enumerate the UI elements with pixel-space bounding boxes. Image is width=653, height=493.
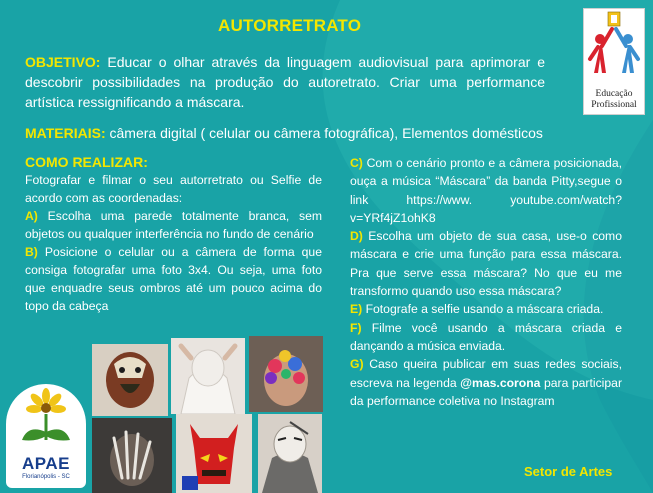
objective-section	[25, 52, 545, 112]
materials-label: MATERIAIS:	[25, 125, 106, 141]
step-letter: C)	[350, 156, 363, 170]
step-text: Escolha um objeto de sua casa, use-o como máscara e crie uma função para essa máscara. Pra que serve essa máscara? No que eu me transformo quando uso essa máscara?	[350, 229, 622, 299]
logo-caption-line2: Profissional	[591, 100, 637, 110]
photo-red-devil-mask	[176, 414, 252, 493]
photo-paper-mask	[258, 414, 322, 493]
logo-caption	[584, 89, 644, 111]
how-intro: Fotografar e filmar o seu autorretrato ou Selfie de acordo com as coordenadas:	[25, 173, 322, 205]
step-b	[25, 243, 322, 315]
step-letter: F)	[350, 320, 362, 335]
educacao-profissional-logo	[583, 8, 645, 115]
step-c	[350, 154, 622, 227]
step-d	[350, 227, 622, 300]
step-e	[350, 300, 622, 318]
step-g	[350, 355, 622, 410]
step-text: Caso queira publicar em suas redes sociais, escreva na legenda	[350, 357, 622, 390]
how-label: COMO REALIZAR:	[25, 154, 148, 170]
instagram-handle: @mas.corona	[460, 375, 541, 390]
footer-label: Setor de Artes	[524, 464, 613, 479]
photo-mask-fabric	[92, 344, 168, 416]
step-letter: A)	[25, 209, 38, 223]
step-text-after: para participar da performance coletiva no Instagram	[350, 375, 622, 408]
how-section-left	[25, 154, 322, 315]
apae-logo	[6, 384, 86, 488]
step-a	[25, 207, 322, 243]
step-text: Fotografe a selfie usando a máscara criada.	[365, 302, 604, 317]
step-letter: D)	[350, 229, 363, 244]
logo-caption-line1: Educação	[595, 89, 633, 99]
raised-hands-icon	[584, 9, 644, 89]
objective-label: OBJETIVO:	[25, 54, 101, 70]
step-letter: G)	[350, 357, 364, 372]
objective-text: Educar o olhar através da linguagem audiovisual para aprimorar e descobrir possibilidades na produção do autoretrato. Criar uma performance artística ressignificando a máscara.	[25, 54, 546, 110]
apae-name: APAE	[22, 454, 70, 473]
step-f	[350, 319, 622, 356]
step-text: Com o cenário pronto e a câmera posicionada, ouça a música “Máscara” da banda Pitty,segue o link https://www. youtube.com/watch?v=YRf4jZ1ohK8	[350, 156, 622, 225]
how-section-right	[350, 154, 622, 410]
photo-skeleton-hand	[92, 418, 172, 493]
photo-toy-mask	[249, 336, 323, 412]
page-title: AUTORRETRATO	[218, 16, 362, 35]
step-text: Filme você usando a máscara criada e dançando a música enviada.	[350, 320, 622, 353]
materials-section	[25, 124, 585, 142]
step-letter: E)	[350, 302, 363, 317]
apae-city: Florianópolis - SC	[22, 474, 70, 480]
step-text: Posicione o celular ou a câmera de forma que consiga fotografar uma foto 3x4. Ou seja, uma foto que enquadre seus ombros até um pouco acima do topo da cabeça	[25, 245, 322, 313]
step-text: Escolha uma parede totalmente branca, sem objetos ou qualquer interferência no fundo de cenário	[25, 209, 323, 241]
flower-hands-icon	[6, 384, 86, 454]
step-letter: B)	[25, 245, 38, 259]
materials-text: câmera digital ( celular ou câmera fotográfica), Elementos domésticos	[109, 125, 543, 141]
photo-shirt-over-face	[171, 338, 245, 414]
